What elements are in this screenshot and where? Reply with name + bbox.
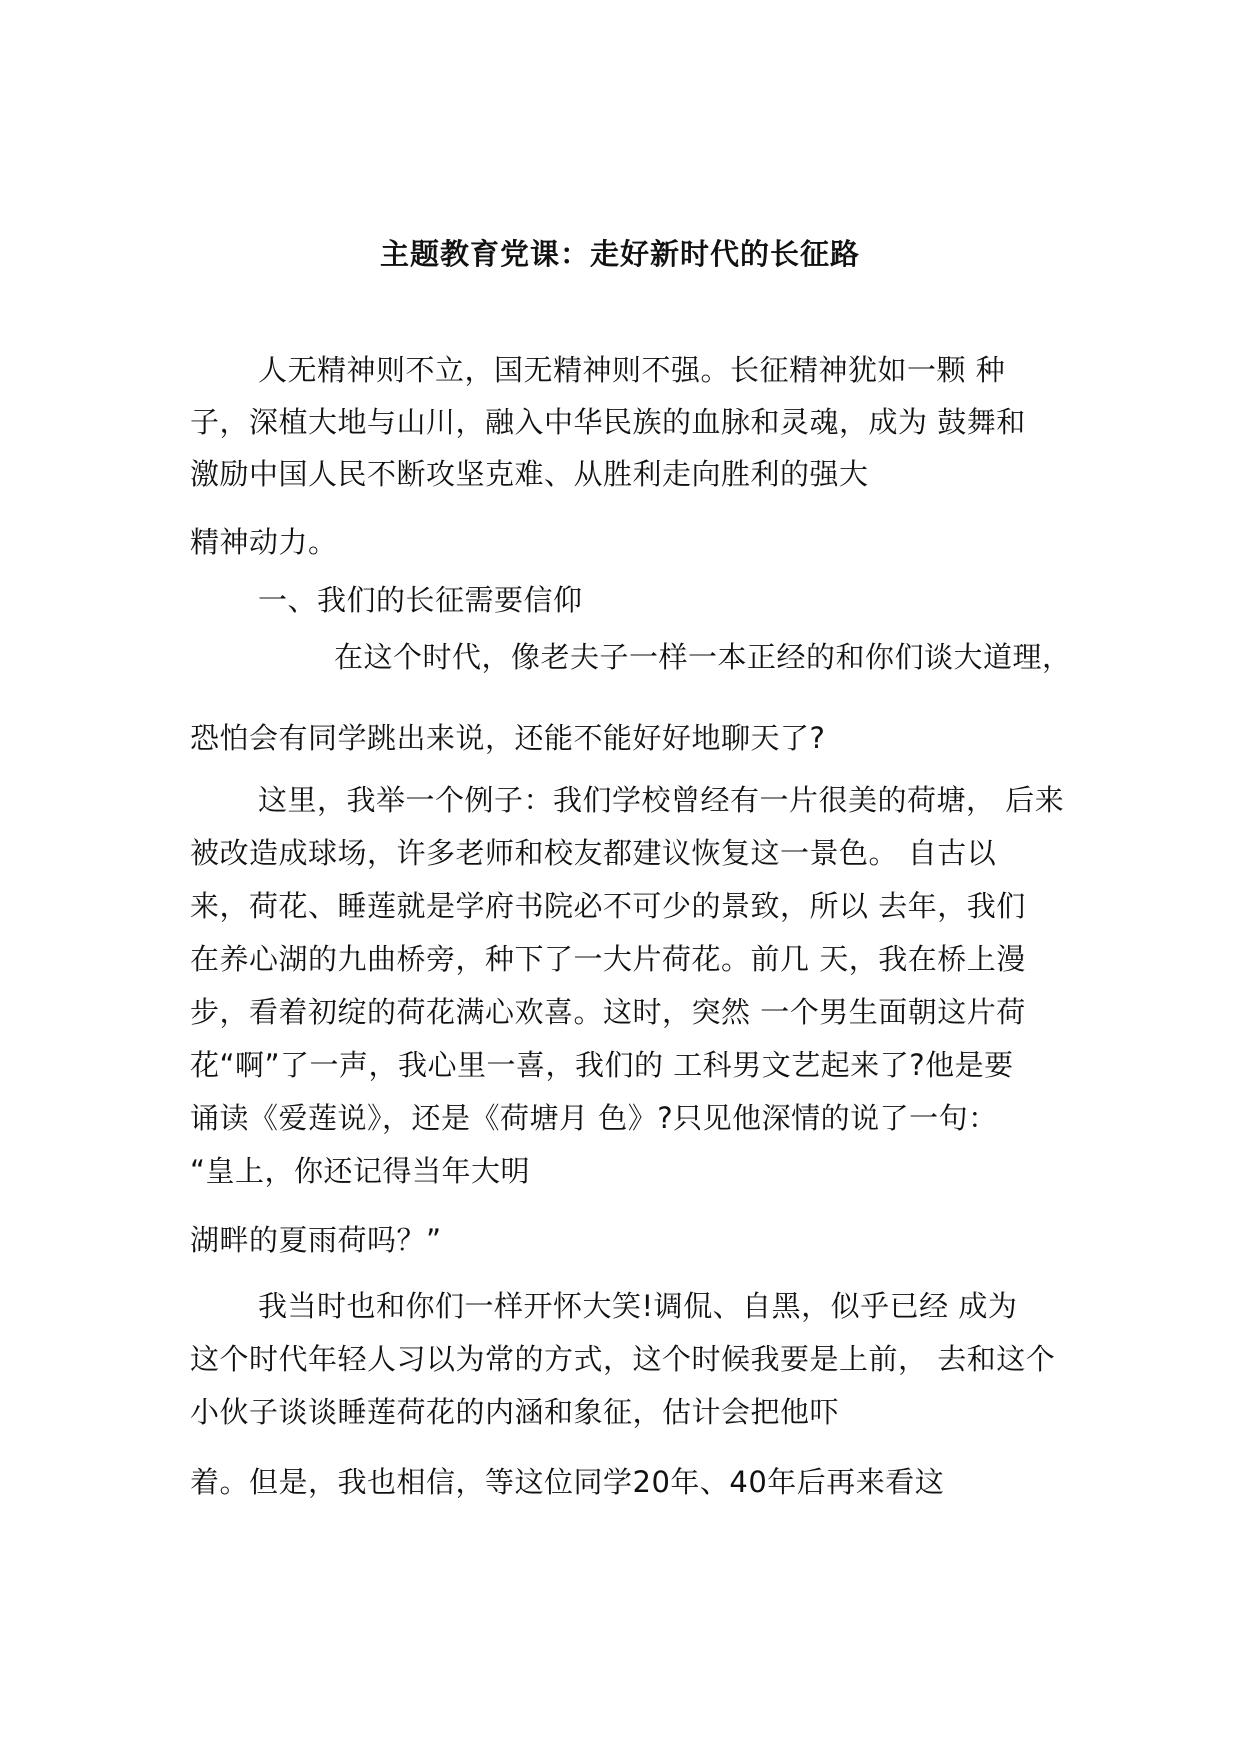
paragraph-line: 诵读《爱莲说》，还是《荷塘月 色》?只见他深情的说了一句：	[190, 1101, 998, 1135]
paragraph-line: 着。但是，我也相信，等这位同学20年、40年后再来看这	[190, 1465, 945, 1499]
paragraph-line: 来，荷花、睡莲就是学府书院必不可少的景致，所以 去年，我们	[190, 889, 1026, 923]
section-heading: 一、我们的长征需要信仰	[258, 583, 583, 617]
paragraph-line: 花“啊”了一声，我心里一喜，我们的 工科男文艺起来了?他是要	[190, 1048, 1014, 1082]
paragraph-line: 小伙子谈谈睡莲荷花的内涵和象征，估计会把他吓	[190, 1395, 840, 1429]
paragraph-line: 人无精神则不立，国无精神则不强。长征精神犹如一颗 种	[258, 353, 1006, 387]
paragraph-line: 恐怕会有同学跳出来说，还能不能好好地聊天了?	[190, 721, 826, 755]
paragraph-line: 子，深植大地与山川，融入中华民族的血脉和灵魂，成为 鼓舞和	[190, 405, 1026, 439]
paragraph-line: 被改造成球场，许多老师和校友都建议恢复这一景色。 自古以	[190, 836, 997, 870]
paragraph-line: 在养心湖的九曲桥旁，种下了一大片荷花。前几 天，我在桥上漫	[190, 942, 1026, 976]
paragraph-line: 我当时也和你们一样开怀大笑!调侃、自黑，似乎已经 成为	[258, 1289, 1018, 1323]
paragraph-line: 在这个时代，像老夫子一样一本正经的和你们谈大道理，	[334, 640, 1072, 674]
paragraph-line: 精神动力。	[190, 525, 338, 559]
paragraph-line: 这个时代年轻人习以为常的方式，这个时候我要是上前， 去和这个	[190, 1342, 1056, 1376]
paragraph-line: 激励中国人民不断攻坚克难、从胜利走向胜利的强大	[190, 457, 869, 491]
paragraph-line: 步，看着初绽的荷花满心欢喜。这时，突然 一个男生面朝这片荷	[190, 995, 1026, 1029]
document-title: 主题教育党课：走好新时代的长征路	[379, 237, 860, 271]
paragraph-line: “皇上，你还记得当年大明	[190, 1154, 531, 1188]
paragraph-line: 湖畔的夏雨荷吗？”	[190, 1223, 442, 1257]
paragraph-line: 这里，我举一个例子：我们学校曾经有一片很美的荷塘， 后来	[258, 783, 1065, 817]
